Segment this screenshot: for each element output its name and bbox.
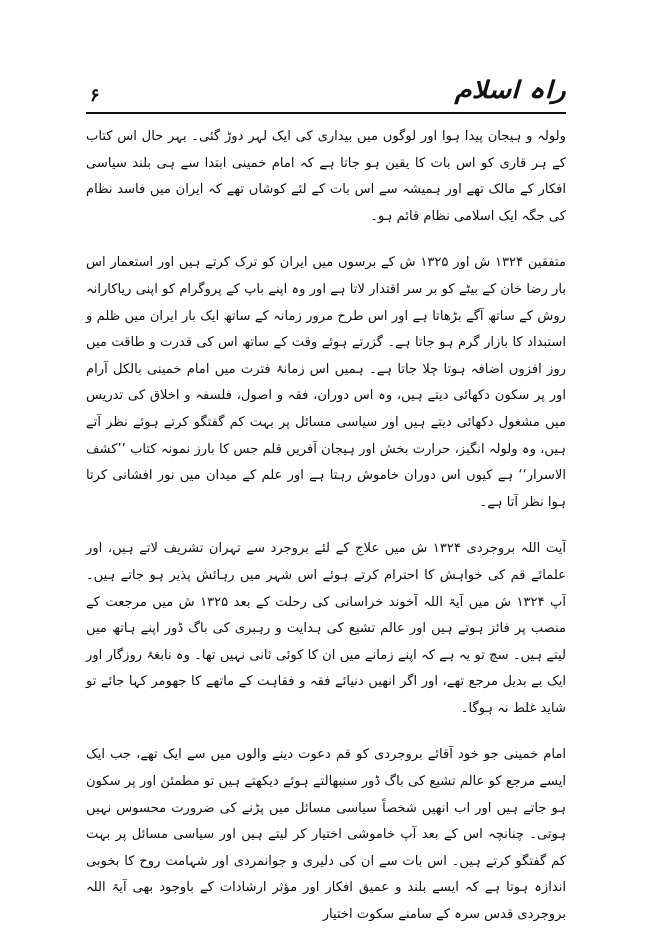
body-text	[86, 124, 566, 929]
page-number: ۶	[90, 85, 100, 106]
paragraph-2: متفقین ۱۳۲۴ ش اور ۱۳۲۵ ش کے برسوں میں ایران کو ترک کرتے ہیں اور استعمار اس بار رضا خان کے بیٹے کو بر سر اقتدار لاتا ہے اور وہ اپنے باپ کے پروگرام کو اپنی ریاکارانہ روش کے ساتھ آگے بڑھاتا ہے اور اس طرح مرور زمانہ کے ساتھ ایک بار ایران میں ظلم و استبداد کا بازار گرم ہو جاتا ہے۔ گزرتے ہوئے وقت کے ساتھ اس کی قدرت و طاقت میں روز افزوں اضافہ ہوتا چلا جاتا ہے۔ ہمیں اس زمانۂ فترت میں امام خمینی بالکل آرام اور پر سکون دکھائی دیتے ہیں، وہ اس دوران، فقہ و اصول، فلسفہ و اخلاق کی تدریس میں مشغول دکھائی دیتے ہیں اور سیاسی مسائل پر بہت کم گفتگو کرتے ہوئے نظر آتے ہیں، وہ ولولہ انگیز، حرارت بخش اور ہیجان آفریں قلم جس کا بارز نمونہ کتاب ’’کشف الاسرار‘‘ ہے کیوں اس دوران خاموش رہتا ہے اور علم کے میدان میں نور افشانی کرتا ہوا نظر آتا ہے۔	[86, 255, 566, 510]
header-rule	[86, 112, 566, 114]
paragraph-1: ولولہ و ہیجان پیدا ہوا اور لوگوں میں بیداری کی ایک لہر دوڑ گئی۔ بہر حال اس کتاب کے ہر قاری کو اس بات کا یقین ہو جاتا ہے کہ امام خمینی ابتدا سے ہی بلند سیاسی افکار کے مالک تھے اور ہمیشہ سے اس بات کے لئے کوشاں تھے کہ ایران میں فاسد نظام کی جگہ ایک اسلامی نظام قائم ہو۔	[86, 129, 566, 224]
page-header	[86, 74, 566, 114]
journal-title: راہ اسلام	[454, 76, 566, 104]
paragraph-3: آیت اللہ بروجردی ۱۳۲۴ ش میں علاج کے لئے بروجرد سے تہران تشریف لاتے ہیں، اور علمائے قم کی خواہش کا احترام کرتے ہوئے اس شہر میں رہائش پذیر ہو جاتے ہیں۔ آپ ۱۳۲۴ ش میں آیۃ اللہ آخوند خراسانی کی رحلت کے بعد ۱۳۲۵ ش میں مرجعت کے منصب پر فائز ہوتے ہیں اور عالم تشیع کی ہدایت و رہبری کی باگ ڈور اپنے ہاتھ میں لیتے ہیں۔ سچ تو یہ ہے کہ اپنے زمانے میں ان کا کوئی ثانی نہیں تھا۔ وہ نابغۂ روزگار اور ایک بے بدیل مرجع تھے، اور اگر انھیں دنیائے فقہ و فقاہت کے ماتھے کا جھومر کہا جائے تو شاید غلط نہ ہوگا۔	[86, 541, 566, 716]
paragraph-4: امام خمینی جو خود آقائے بروجردی کو قم دعوت دینے والوں میں سے ایک تھے، جب ایک ایسے مرجع کو عالم تشیع کی باگ ڈور سنبھالتے ہوئے دیکھتے ہیں تو مطمئن اور پر سکون ہو جاتے ہیں اور اب انھیں شخصاً سیاسی مسائل میں پڑنے کی ضرورت محسوس نہیں ہوتی۔ چنانچہ اس کے بعد آپ خاموشی اختیار کر لیتے ہیں اور سیاسی مسائل پر بہت کم گفتگو کرتے ہیں۔ اس بات سے ان کی دلیری و جوانمردی اور شہامت روح کا بخوبی اندازہ ہوتا ہے کہ ایسے بلند و عمیق افکار اور مؤثر ارشادات کے باوجود بھی آیۃ اللہ بروجردی قدس سرہ کے سامنے سکوت اختیار	[86, 747, 566, 923]
